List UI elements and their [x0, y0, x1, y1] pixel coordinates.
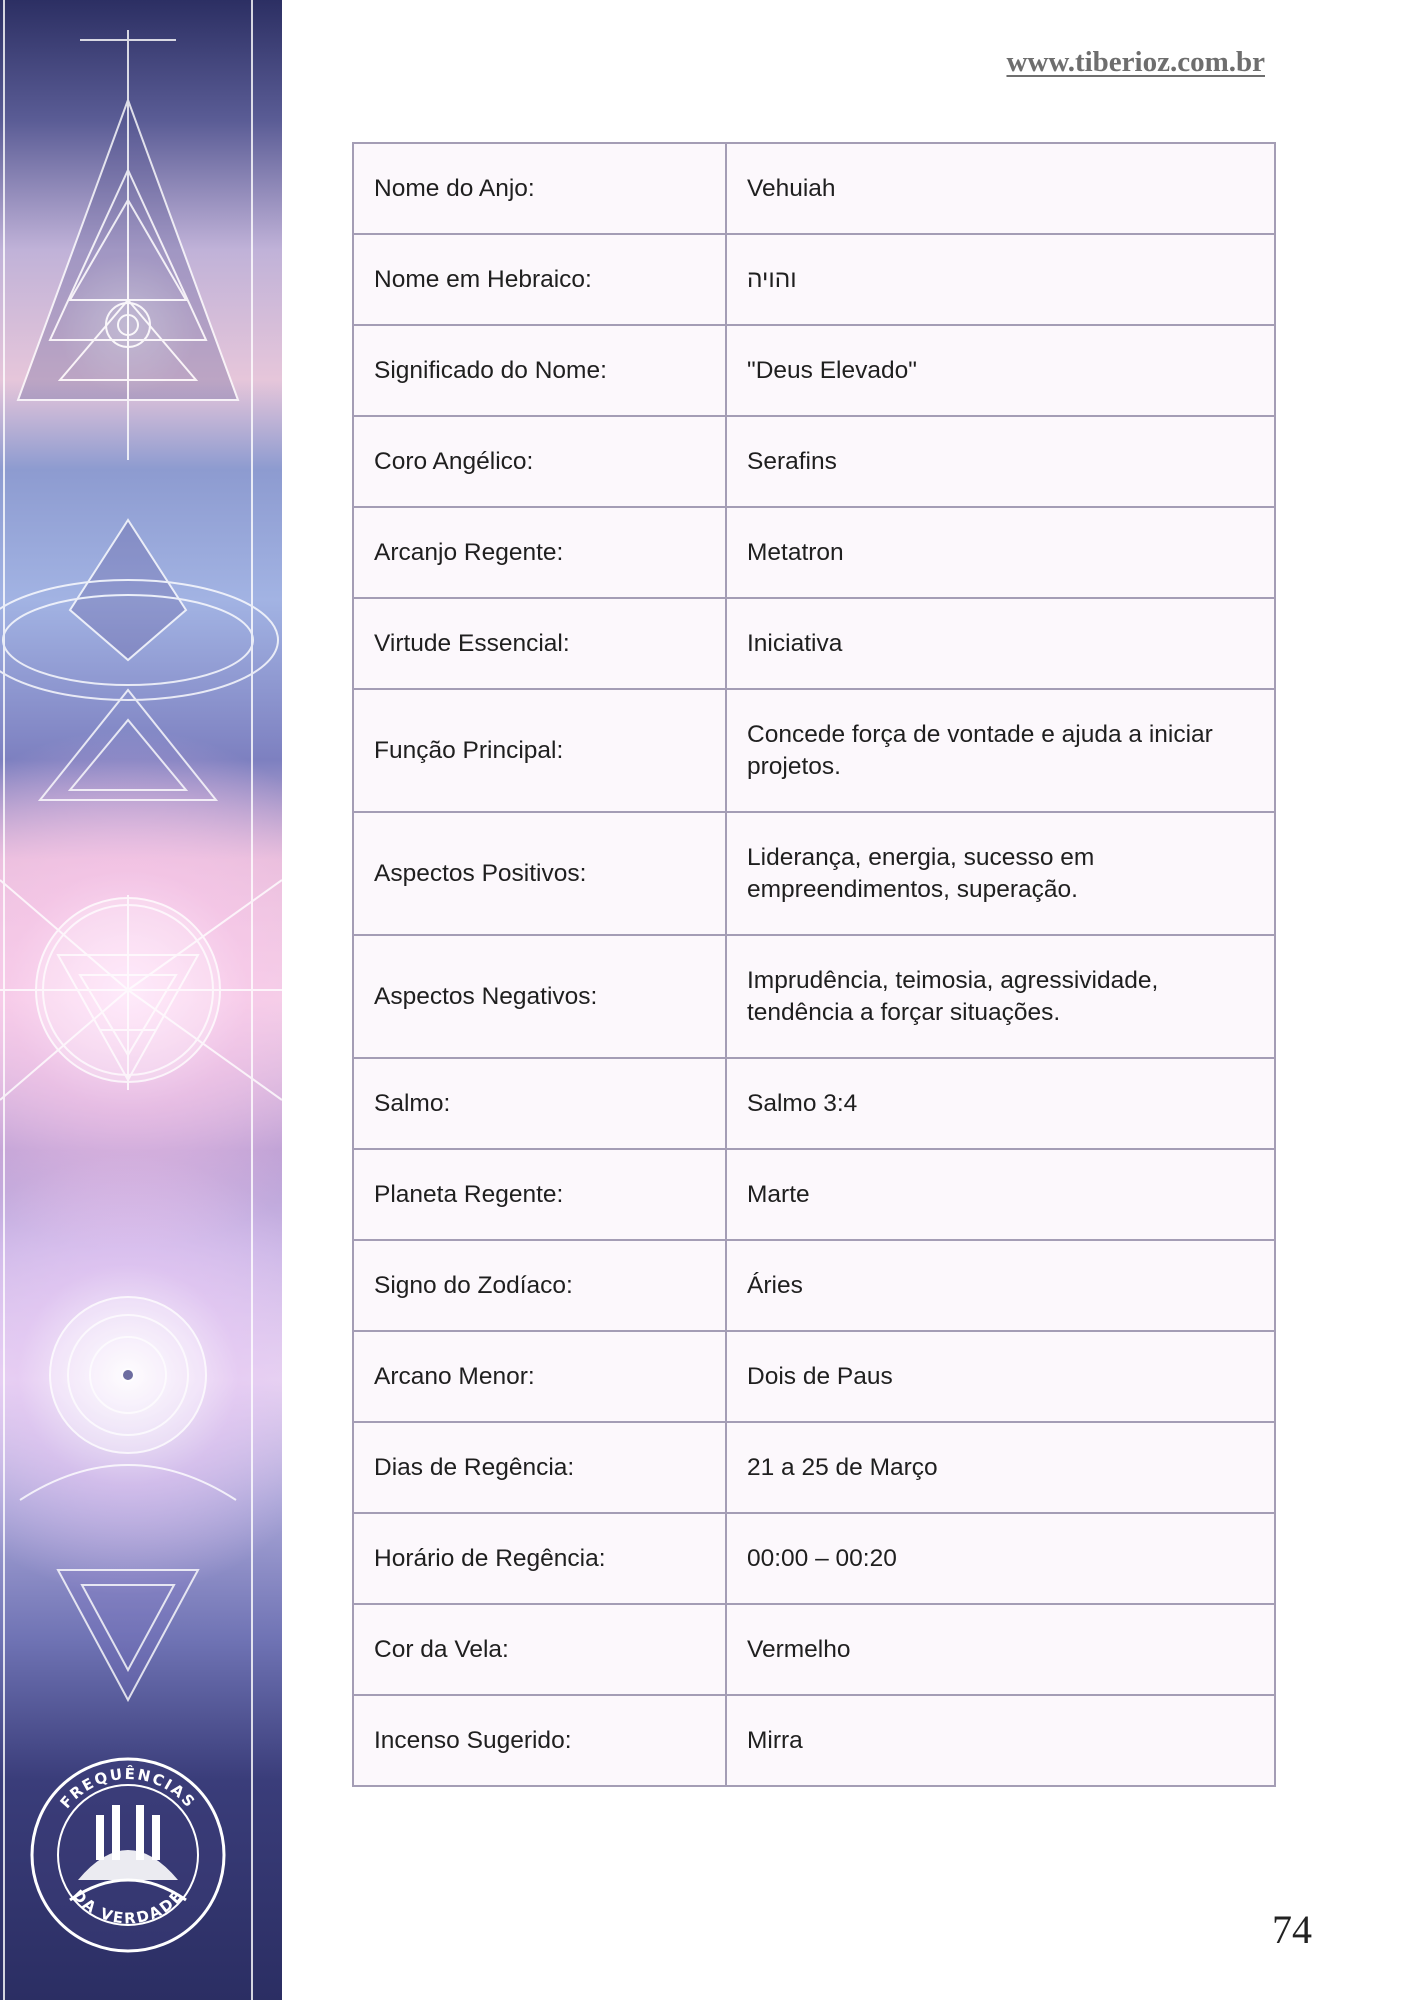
- table-row: [353, 1513, 1275, 1604]
- table-row: [353, 1695, 1275, 1786]
- row-value: Iniciativa: [726, 598, 1275, 689]
- row-value: Vehuiah: [726, 143, 1275, 234]
- row-label: Função Principal:: [353, 689, 726, 812]
- row-value: Imprudência, teimosia, agressividade, tendência a forçar situações.: [726, 935, 1275, 1058]
- row-label: Incenso Sugerido:: [353, 1695, 726, 1786]
- row-value: Áries: [726, 1240, 1275, 1331]
- svg-text:FREQUÊNCIAS: FREQUÊNCIAS: [56, 1764, 200, 1812]
- table-row: [353, 416, 1275, 507]
- row-label: Virtude Essencial:: [353, 598, 726, 689]
- row-label: Salmo:: [353, 1058, 726, 1149]
- svg-text:DA VERDADE: DA VERDADE: [68, 1886, 188, 1928]
- table-row: [353, 1149, 1275, 1240]
- frequencias-seal-logo: [32, 1759, 224, 1951]
- row-value: והויה: [726, 234, 1275, 325]
- row-value: Liderança, energia, sucesso em empreendimentos, superação.: [726, 812, 1275, 935]
- row-value: 21 a 25 de Março: [726, 1422, 1275, 1513]
- row-value: Mirra: [726, 1695, 1275, 1786]
- site-url-link[interactable]: www.tiberioz.com.br: [1006, 46, 1265, 78]
- table-row: [353, 1331, 1275, 1422]
- table-row: [353, 143, 1275, 234]
- table-row: [353, 1422, 1275, 1513]
- table-row: [353, 1058, 1275, 1149]
- row-label: Arcano Menor:: [353, 1331, 726, 1422]
- row-value: Serafins: [726, 416, 1275, 507]
- table-row: [353, 935, 1275, 1058]
- row-value: Marte: [726, 1149, 1275, 1240]
- row-label: Nome do Anjo:: [353, 143, 726, 234]
- row-label: Cor da Vela:: [353, 1604, 726, 1695]
- row-label: Nome em Hebraico:: [353, 234, 726, 325]
- table-row: [353, 812, 1275, 935]
- row-label: Horário de Regência:: [353, 1513, 726, 1604]
- row-value: Dois de Paus: [726, 1331, 1275, 1422]
- table-row: [353, 689, 1275, 812]
- table-row: [353, 598, 1275, 689]
- table-row: [353, 507, 1275, 598]
- row-value: Concede força de vontade e ajuda a iniciar projetos.: [726, 689, 1275, 812]
- table-row: [353, 325, 1275, 416]
- row-label: Significado do Nome:: [353, 325, 726, 416]
- row-label: Aspectos Positivos:: [353, 812, 726, 935]
- decorative-banner: [0, 0, 282, 2000]
- row-label: Arcanjo Regente:: [353, 507, 726, 598]
- table-row: [353, 1604, 1275, 1695]
- row-value: "Deus Elevado": [726, 325, 1275, 416]
- row-value: Metatron: [726, 507, 1275, 598]
- row-value: 00:00 – 00:20: [726, 1513, 1275, 1604]
- row-label: Dias de Regência:: [353, 1422, 726, 1513]
- table-row: [353, 234, 1275, 325]
- table-row: [353, 1240, 1275, 1331]
- row-label: Signo do Zodíaco:: [353, 1240, 726, 1331]
- sacred-geometry-illustration: [0, 0, 282, 2000]
- row-label: Planeta Regente:: [353, 1149, 726, 1240]
- page-number: 74: [1272, 1907, 1312, 1952]
- row-label: Aspectos Negativos:: [353, 935, 726, 1058]
- row-value: Salmo 3:4: [726, 1058, 1275, 1149]
- angel-info-table: [352, 142, 1276, 1787]
- row-value: Vermelho: [726, 1604, 1275, 1695]
- row-label: Coro Angélico:: [353, 416, 726, 507]
